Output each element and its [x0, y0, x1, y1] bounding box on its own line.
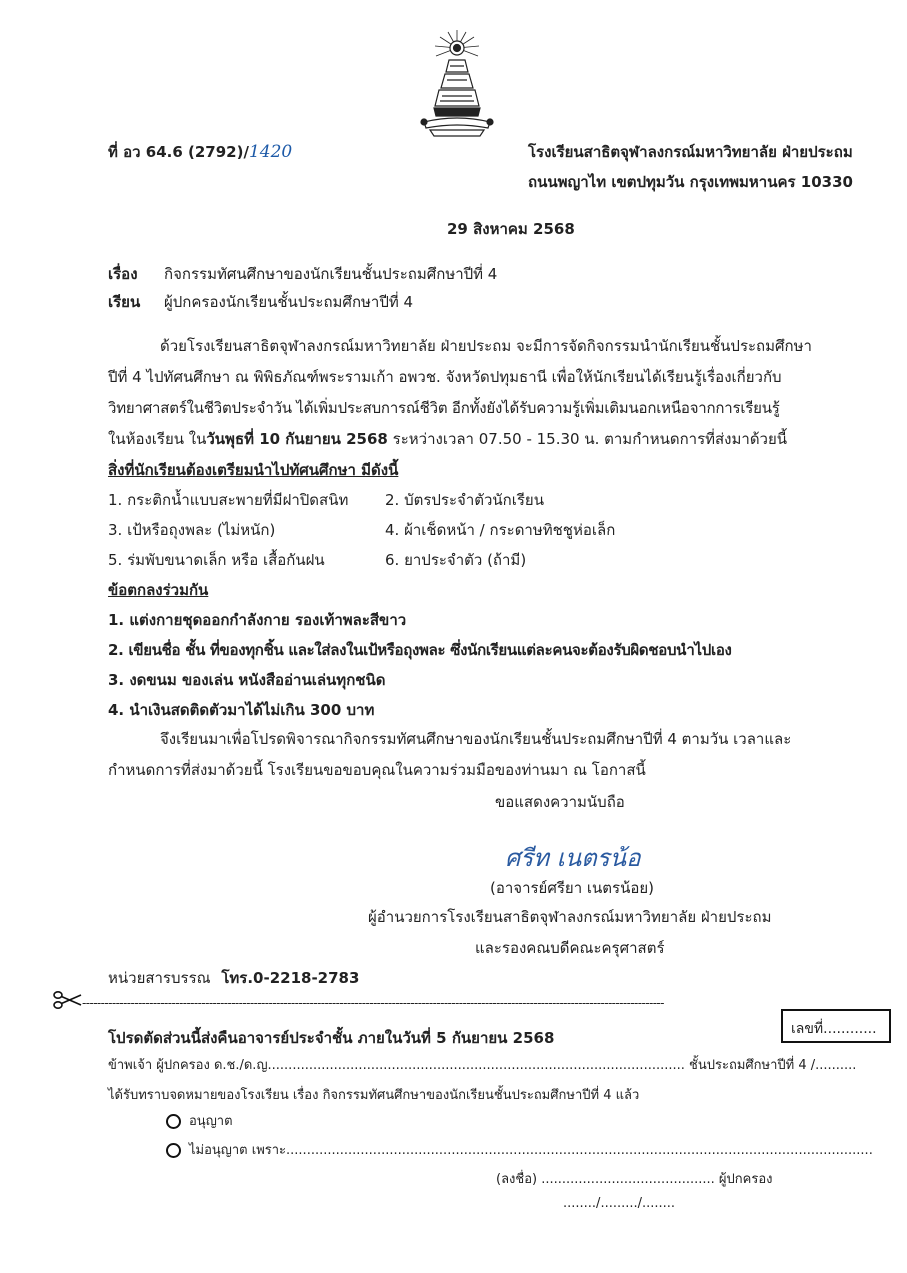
- phra-kiao-emblem-icon: [418, 26, 496, 138]
- item-5: 5. ร่มพับขนาดเล็ก หรือ เสื้อกันฝน: [108, 551, 325, 569]
- closing-line-1: จึงเรียนมาเพื่อโปรดพิจารณากิจกรรมทัศนศึกษาของนักเรียนชั้นประถมศึกษาปีที่ 4 ตามวัน เวลาและ: [160, 730, 792, 748]
- student-number-box[interactable]: [781, 1009, 891, 1043]
- footer-contact: [108, 966, 359, 990]
- cut-line: ------------------------------------------------------------------------------------------------------------------------------------------------------------: [82, 996, 664, 1010]
- handwritten-signature: ศรีท เนตรน้อ: [505, 844, 641, 872]
- footer-phone: โทร.0-2218-2783: [221, 969, 360, 987]
- school-name: โรงเรียนสาธิตจุฬาลงกรณ์มหาวิทยาลัย ฝ่ายประถม: [528, 143, 853, 161]
- school-address: ถนนพญาไท เขตปทุมวัน กรุงเทพมหานคร 10330: [528, 173, 853, 191]
- body-line-3: วิทยาศาสตร์ในชีวิตประจำวัน ได้เพิ่มประสบการณ์ชีวิต อีกทั้งยังได้รับความรู้เพิ่มเติมนอกเหนือจากการเรียนรู้: [108, 399, 780, 417]
- footer-unit: หน่วยสารบรรณ: [108, 969, 211, 987]
- item-3: 3. เป้หรือถุงพละ (ไม่หนัก): [108, 521, 276, 539]
- option-allow-label: อนุญาต: [189, 1114, 233, 1129]
- recipient-line: [108, 290, 413, 314]
- signer-name: (อาจารย์ศรียา เนตรน้อย): [490, 879, 654, 897]
- reference-handwritten-number: 1420: [248, 142, 293, 162]
- student-name-field[interactable]: ....................................................................................................: [271, 1058, 685, 1073]
- signer-title-1: ผู้อำนวยการโรงเรียนสาธิตจุฬาลงกรณ์มหาวิทยาลัย ฝ่ายประถม: [368, 908, 772, 926]
- items-heading: สิ่งที่นักเรียนต้องเตรียมนำไปทัศนศึกษา มีดังนี้: [108, 461, 399, 479]
- closing-line-2: กำหนดการที่ส่งมาด้วยนี้ โรงเรียนขอขอบคุณในความร่วมมือของท่านมา ณ โอกาสนี้: [108, 761, 646, 779]
- body-line-1: ด้วยโรงเรียนสาธิตจุฬาลงกรณ์มหาวิทยาลัย ฝ่ายประถม จะมีการจัดกิจกรรมนำนักเรียนชั้นประถมศึกษา: [160, 337, 812, 355]
- item-1: 1. กระติกน้ำแบบสะพายที่มีฝาปิดสนิท: [108, 491, 349, 509]
- body-line-4-end: ระหว่างเวลา 07.50 - 15.30 น. ตามกำหนดการที่ส่งมาด้วยนี้: [387, 430, 788, 448]
- school-emblem: [418, 26, 496, 138]
- reference-number: [108, 140, 292, 164]
- item-4: 4. ผ้าเช็ดหน้า / กระดาษทิชชูห่อเล็ก: [385, 521, 616, 539]
- rules-heading: ข้อตกลงร่วมกัน: [108, 581, 209, 599]
- item-6: 6. ยาประจำตัว (ถ้ามี): [385, 551, 527, 569]
- scissors-icon: [52, 990, 82, 1010]
- recipient-text: ผู้ปกครองนักเรียนชั้นประถมศึกษาปีที่ 4: [164, 293, 414, 311]
- rule-4: 4. นำเงินสดติดตัวมาได้ไม่เกิน 300 บาท: [108, 701, 375, 719]
- item-2: 2. บัตรประจำตัวนักเรียน: [385, 491, 544, 509]
- body-line-4: [108, 427, 787, 451]
- subject-line: [108, 262, 497, 286]
- recipient-label: เรียน: [108, 293, 141, 311]
- trip-date: วันพุธที่ 10 กันยายน 2568: [206, 430, 388, 448]
- rule-2: 2. เขียนชื่อ ชั้น ที่ของทุกชิ้น และใส่ลงในเป้หรือถุงพละ ซึ่งนักเรียนแต่ละคนจะต้องรับผิดชอบนำไปเอง: [108, 641, 732, 659]
- radio-deny-icon[interactable]: [166, 1143, 181, 1158]
- slip-grade-field[interactable]: ชั้นประถมศึกษาปีที่ 4 /..........: [684, 1058, 857, 1073]
- slip-guardian-label: ข้าพเจ้า ผู้ปกครอง ด.ช./ด.ญ.: [108, 1058, 272, 1073]
- option-deny[interactable]: [166, 1139, 873, 1160]
- reference-prefix: ที่ อว 64.6 (2792)/: [108, 143, 249, 161]
- slip-title: โปรดตัดส่วนนี้ส่งคืนอาจารย์ประจำชั้น ภายในวันที่ 5 กันยายน 2568: [108, 1029, 555, 1047]
- rule-1: 1. แต่งกายชุดออกกำลังกาย รองเท้าพละสีขาว: [108, 611, 407, 629]
- regards: ขอแสดงความนับถือ: [495, 793, 625, 811]
- guardian-signature-field[interactable]: (ลงชื่อ) .......................................... ผู้ปกครอง: [496, 1172, 773, 1187]
- student-number-label: เลขที่............: [791, 1021, 877, 1037]
- signer-title-2: และรองคณบดีคณะครุศาสตร์: [475, 939, 665, 957]
- option-deny-label: ไม่อนุญาต เพราะ..............................................................................................................................................: [189, 1143, 873, 1158]
- subject-text: กิจกรรมทัศนศึกษาของนักเรียนชั้นประถมศึกษาปีที่ 4: [164, 265, 498, 283]
- slip-date-field[interactable]: ......../........./........: [563, 1196, 676, 1211]
- slip-line-2: ได้รับทราบจดหมายของโรงเรียน เรื่อง กิจกรรมทัศนศึกษาของนักเรียนชั้นประถมศึกษาปีที่ 4 แล้ว: [108, 1088, 640, 1103]
- option-allow[interactable]: [166, 1110, 233, 1131]
- body-line-2: ปีที่ 4 ไปทัศนศึกษา ณ พิพิธภัณฑ์พระรามเก้า อพวช. จังหวัดปทุมธานี เพื่อให้นักเรียนได้เรียนรู้เรื่องเกี่ยวกับ: [108, 368, 782, 386]
- radio-allow-icon[interactable]: [166, 1114, 181, 1129]
- letter-date: 29 สิงหาคม 2568: [447, 220, 575, 238]
- body-line-4-start: ในห้องเรียน ใน: [108, 430, 207, 448]
- subject-label: เรื่อง: [108, 265, 138, 283]
- slip-line-1: [108, 1054, 856, 1075]
- rule-3: 3. งดขนม ของเล่น หนังสืออ่านเล่นทุกชนิด: [108, 671, 386, 689]
